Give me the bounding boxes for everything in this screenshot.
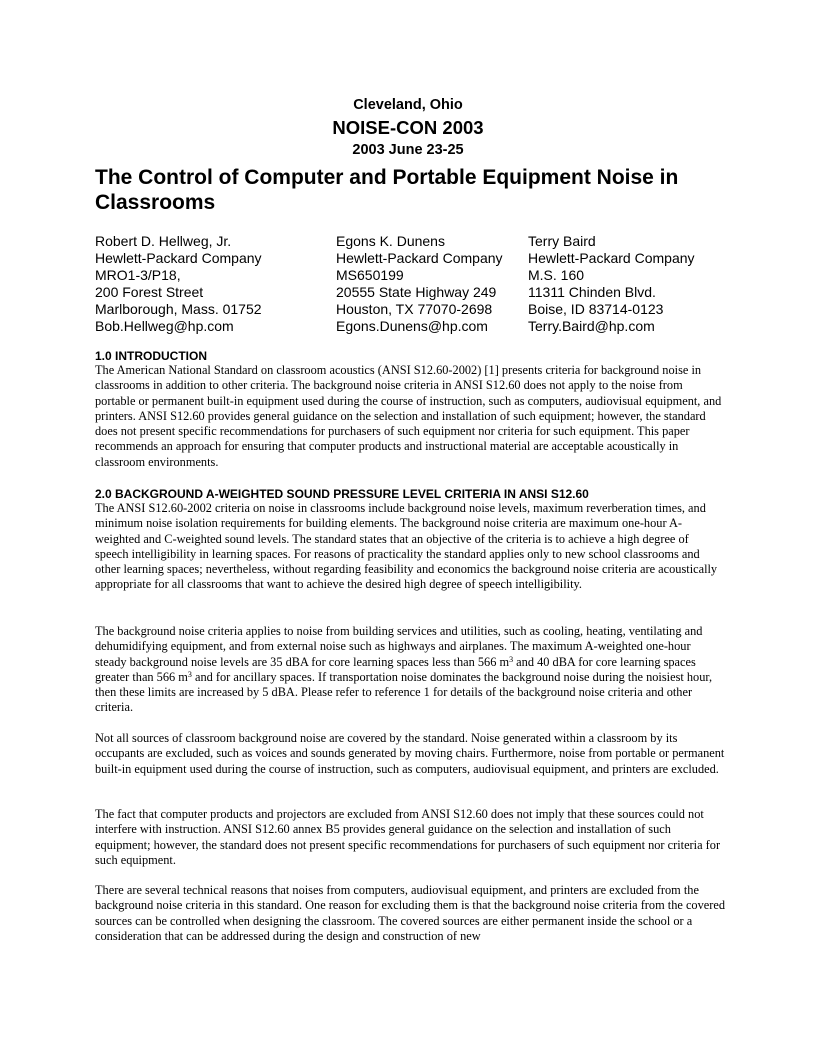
author-email: Bob.Hellweg@hp.com bbox=[95, 318, 234, 334]
author-street: 200 Forest Street bbox=[95, 284, 204, 300]
author-name: Egons K. Dunens bbox=[336, 233, 445, 249]
text-run: The background noise criteria applies to noise from building services and utilities, such as cooling, heating, ventilating and dehumidifying equipment, and from external noise such as highways and airplanes. The maximum A-weighted one-hour steady background noise levels are 35 dBA for core learning spaces less than 566 m bbox=[95, 624, 703, 669]
section-background bbox=[95, 487, 725, 593]
author-mail-stop: MS650199 bbox=[336, 267, 404, 283]
author-city: Boise, ID 83714-0123 bbox=[528, 301, 664, 317]
superscript: 3 bbox=[509, 654, 514, 664]
author-email: Terry.Baird@hp.com bbox=[528, 318, 655, 334]
text-run: and 40 dBA for core learning spaces greater than 566 m bbox=[95, 654, 696, 684]
paper-title: The Control of Computer and Portable Equipment Noise in Classrooms bbox=[95, 166, 679, 214]
author-mail-stop: M.S. 160 bbox=[528, 267, 585, 283]
paragraph: Not all sources of classroom background noise are covered by the standard. Noise generated within a classroom by its occupants are excluded, such as voices and sounds generated by moving chairs. Furthermore, noise from portable or permanent built-in equipment used during the course of instruction, such as computers, audiovisual equipment, and printers are excluded. bbox=[95, 731, 725, 776]
conference-dates: 2003 June 23-25 bbox=[352, 142, 464, 158]
paragraph-block bbox=[95, 731, 725, 777]
author-street: 20555 State Highway 249 bbox=[336, 284, 497, 300]
conference-location: Cleveland, Ohio bbox=[353, 97, 463, 113]
author-block bbox=[95, 233, 262, 335]
author-mail-stop: MRO1-3/P18, bbox=[95, 267, 181, 283]
author-street: 11311 Chinden Blvd. bbox=[528, 284, 656, 300]
paragraph: The American National Standard on classroom acoustics (ANSI S12.60-2002) [1] presents criteria for background noise in classrooms in addition to other criteria. The background noise criteria in ANSI S12.60 does not apply to the noise from portable or permanent built-in equipment used during the course of instruction, such as computers, audiovisual equipment, and printers. ANSI S12.60 provides general guidance on the selection and installation of such equipment; however, the standard does not present specific recommendations for purchasers of such equipment nor criteria for such equipment. This paper recommends an approach for ensuring that computer products and instructional material are acceptable acoustically in classroom environments. bbox=[95, 363, 722, 469]
paragraph-block bbox=[95, 883, 725, 944]
section-heading: 2.0 BACKGROUND A-WEIGHTED SOUND PRESSURE LEVEL CRITERIA IN ANSI S12.60 bbox=[95, 487, 589, 501]
paragraph: The fact that computer products and projectors are excluded from ANSI S12.60 does not imply that these sources could not interfere with instruction. ANSI S12.60 annex B5 provides general guidance on the selection and installation of such equipment; however, the standard does not present specific recommendations for purchasers of such equipment nor criteria for such equipment. bbox=[95, 807, 721, 867]
author-email: Egons.Dunens@hp.com bbox=[336, 318, 488, 334]
author-org: Hewlett-Packard Company bbox=[336, 250, 503, 266]
paragraph-block bbox=[95, 624, 725, 716]
paragraph: The ANSI S12.60-2002 criteria on noise in classrooms include background noise levels, maximum reverberation times, and minimum noise isolation requirements for building elements. The background noise criteria are maximum one-hour A-weighted and C-weighted sound levels. The standard states that an objective of the criteria is to achieve a high degree of speech intelligibility in learning spaces. For reasons of practicality the standard applies only to new school classrooms and other learning spaces; nevertheless, without regarding feasibility and economics the background noise criteria are acoustically appropriate for all classrooms that want to achieve the desired high degree of speech intelligibility. bbox=[95, 501, 718, 592]
section-heading: 1.0 INTRODUCTION bbox=[95, 349, 208, 363]
author-name: Terry Baird bbox=[528, 233, 596, 249]
superscript: 3 bbox=[187, 669, 192, 679]
author-block bbox=[336, 233, 503, 335]
paragraph: There are several technical reasons that noises from computers, audiovisual equipment, and printers are excluded from the background noise criteria in this standard. One reason for excluding them is that the background noise criteria from the covered sources can be controlled when designing the classroom. The covered sources are either permanent inside the school or a consideration that can be addressed during the design and construction of new bbox=[95, 883, 726, 943]
paragraph bbox=[95, 624, 725, 716]
section-introduction bbox=[95, 349, 725, 470]
paragraph-block bbox=[95, 807, 725, 868]
author-name: Robert D. Hellweg, Jr. bbox=[95, 233, 232, 249]
author-city: Houston, TX 77070-2698 bbox=[336, 301, 493, 317]
author-block bbox=[528, 233, 695, 335]
conference-name: NOISE-CON 2003 bbox=[332, 117, 484, 138]
author-org: Hewlett-Packard Company bbox=[95, 250, 262, 266]
author-city: Marlborough, Mass. 01752 bbox=[95, 301, 262, 317]
text-run: and for ancillary spaces. If transportation noise dominates the background noise during the noisiest hour, then these limits are increased by 5 dBA. Please refer to reference 1 for details of the background noise criteria and other criteria. bbox=[95, 669, 713, 715]
author-org: Hewlett-Packard Company bbox=[528, 250, 695, 266]
